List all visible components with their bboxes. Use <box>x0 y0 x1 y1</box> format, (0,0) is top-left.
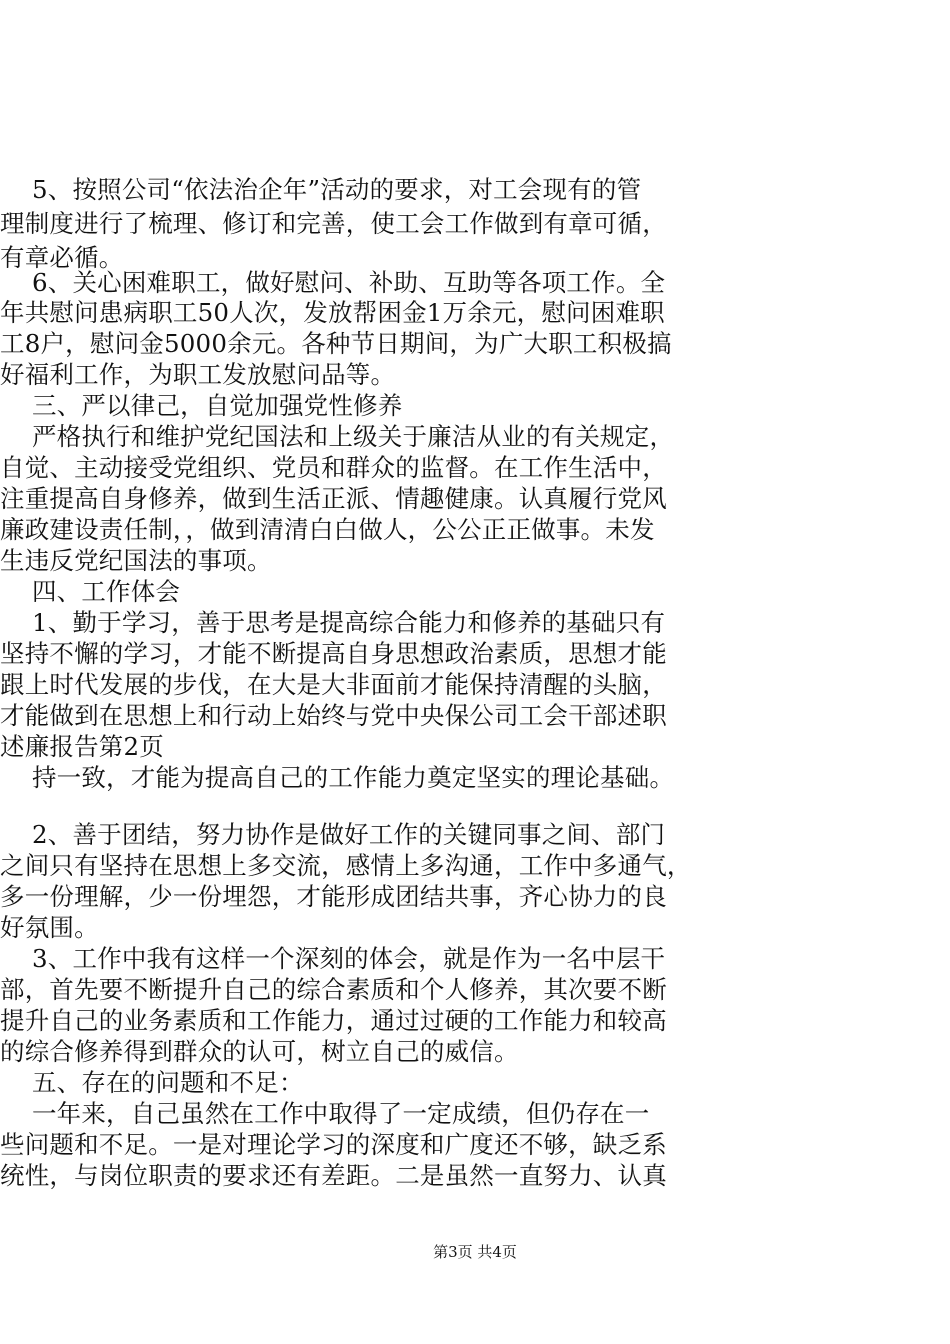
text-line: 好氛围。 <box>0 913 99 942</box>
text-line: 提升自己的业务素质和工作能力，通过过硬的工作能力和较高 <box>0 1006 667 1035</box>
text-line: 自觉、主动接受党组织、党员和群众的监督。在工作生活中， <box>0 453 667 482</box>
section-heading: 四、工作体会 <box>0 577 181 606</box>
text-line: 持一致，才能为提高自己的工作能力奠定坚实的理论基础。 <box>0 763 675 792</box>
text-line: 严格执行和维护党纪国法和上级关于廉洁从业的有关规定， <box>0 422 675 451</box>
page-number: 第3页 共4页 <box>433 1243 517 1261</box>
section-heading: 三、严以律己，自觉加强党性修养 <box>0 391 403 420</box>
text-line: 一年来，自己虽然在工作中取得了一定成绩，但仍存在一 <box>0 1099 650 1128</box>
text-line: 2、善于团结，努力协作是做好工作的关键同事之间、部门 <box>0 820 666 849</box>
section-heading: 五、存在的问题和不足： <box>0 1068 304 1097</box>
text-line: 5、按照公司“依法治企年”活动的要求，对工会现有的管 <box>0 175 642 204</box>
text-line: 理制度进行了梳理、修订和完善，使工会工作做到有章可循， <box>0 209 667 238</box>
text-line: 有章必循。 <box>0 243 124 272</box>
text-line: 工8户，慰问金5000余元。各种节日期间，为广大职工积极搞 <box>0 329 672 358</box>
text-line: 1、勤于学习，善于思考是提高综合能力和修养的基础只有 <box>0 608 666 637</box>
text-line: 跟上时代发展的步伐，在大是大非面前才能保持清醒的头脑， <box>0 670 667 699</box>
text-line: 才能做到在思想上和行动上始终与党中央保公司工会干部述职 <box>0 701 667 730</box>
text-line: 统性，与岗位职责的要求还有差距。二是虽然一直努力、认真 <box>0 1161 667 1190</box>
text-line: 述廉报告第2页 <box>0 732 164 761</box>
text-line: 年共慰问患病职工50人次，发放帮困金1万余元，慰问困难职 <box>0 298 665 327</box>
text-line: 坚持不懈的学习，才能不断提高自身思想政治素质，思想才能 <box>0 639 667 668</box>
text-line: 的综合修养得到群众的认可，树立自己的威信。 <box>0 1037 519 1066</box>
text-line: 廉政建设责任制，，做到清清白白做人，公公正正做事。未发 <box>0 515 655 544</box>
text-line: 3、工作中我有这样一个深刻的体会，就是作为一名中层干 <box>0 944 666 973</box>
text-line: 之间只有坚持在思想上多交流，感情上多沟通，工作中多通气， <box>0 851 692 880</box>
text-line: 好福利工作，为职工发放慰问品等。 <box>0 360 396 389</box>
text-line: 6、关心困难职工，做好慰问、补助、互助等各项工作。全 <box>0 268 666 297</box>
text-line: 些问题和不足。一是对理论学习的深度和广度还不够，缺乏系 <box>0 1130 667 1159</box>
text-line: 部，首先要不断提升自己的综合素质和个人修养，其次要不断 <box>0 975 667 1004</box>
text-line: 多一份理解，少一份埋怨，才能形成团结共事，齐心协力的良 <box>0 882 667 911</box>
text-line: 生违反党纪国法的事项。 <box>0 546 272 575</box>
text-line: 注重提高自身修养，做到生活正派、情趣健康。认真履行党风 <box>0 484 667 513</box>
